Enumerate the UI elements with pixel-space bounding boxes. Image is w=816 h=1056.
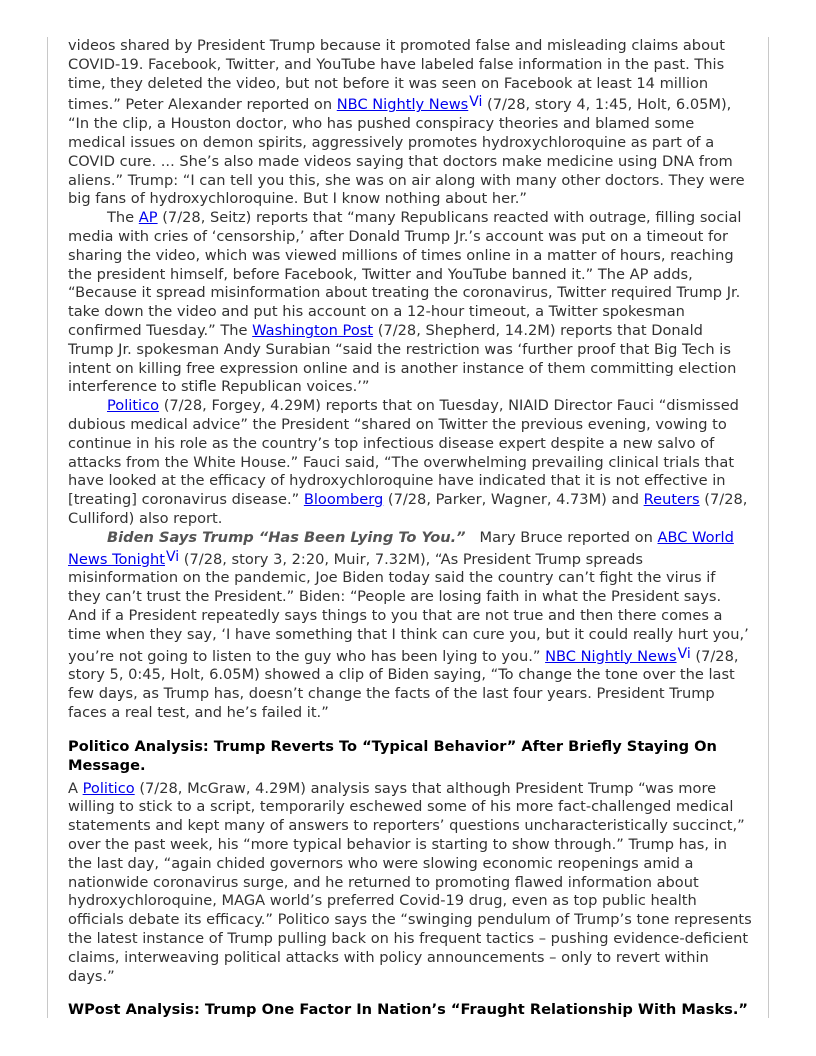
section-heading-wpost-analysis: WPost Analysis: Trump One Factor In Nation’s “Fraught Relationship With Masks.” <box>68 1001 748 1019</box>
paragraph-5 <box>68 780 752 987</box>
paragraph-2 <box>68 209 752 397</box>
text: (7/28, story 4, 1:45, Holt, 6.05M), “In the clip, a Houston doctor, who has pushed conspiracy theories and blamed some medical issues on demon spirits, aggressively promotes hydroxychloroquine as part of a COVID cure. ... She’s also made videos saying that doctors make medicine using DNA from aliens.” Trump: “I can tell you this, she was on air along with many other doctors. They were big fans of hydroxychloroquine. But I know nothing about her.” <box>68 96 745 208</box>
link-reuters[interactable]: Reuters <box>643 491 700 509</box>
right-margin-rule <box>768 37 769 1018</box>
paragraph-1 <box>68 37 752 209</box>
text: (7/28, story 5, 0:45, Holt, 6.05M) showed a clip of Biden saying, “To change the tone over the last few days, as Trump has, doesn’t change the facts of the last four years. President Trump faces a real test, and he’s failed it.” <box>68 647 739 721</box>
paragraph-4 <box>68 529 752 723</box>
text: The <box>107 209 139 227</box>
story-lead: Biden Says Trump “Has Been Lying To You.” <box>107 528 466 546</box>
left-margin-rule <box>47 37 48 1018</box>
text: (7/28, Seitz) reports that “many Republicans reacted with outrage, filling social media with cries of ‘censorship,’ after Donald Trump Jr.’s account was put on a timeout for sharing the video, which was viewed millions of times online in a matter of hours, reaching the president himself, before Facebook, Twitter and YouTube banned it.” The AP adds, “Because it spread misinformation about treating the coronavirus, Twitter required Trump Jr. take down the video and put his account on a 12-hour timeout, a Twitter spokesman confirmed Tuesday.” The <box>68 209 742 339</box>
text: (7/28, Forgey, 4.29M) reports that on Tuesday, NIAID Director Fauci “dismissed dubious medical advice” the President “shared on Twitter the previous evening, vowing to continue in his role as the country’s top infectious disease expert despite a new salvo of attacks from the White House.” Fauci said, “The overwhelming prevailing clinical trials that have looked at the efficacy of hydroxychloroquine have indicated that it is not effective in [treating] coronavirus disease.” <box>68 397 739 509</box>
video-icon[interactable]: Vi <box>677 645 691 662</box>
link-nbc-nightly-news[interactable]: NBC Nightly News <box>545 647 677 665</box>
link-politico[interactable]: Politico <box>82 779 135 797</box>
video-icon[interactable]: Vi <box>469 94 483 111</box>
link-washington-post[interactable]: Washington Post <box>252 321 374 339</box>
text: (7/28, McGraw, 4.29M) analysis says that although President Trump “was more willing to stick to a script, temporarily eschewed some of his more fact-challenged medical statements and kept many of answers to reporters’ questions uncharacteristically succinct,” over the past week, his “more typical behavior is starting to show through.” Trump has, in the last day, “again chided governors who were slowing economic reopenings amid a nationwide coronavirus surge, and he returned to promoting flawed information about hydroxychloroquine, MAGA world’s preferred Covid-19 drug, even as top public health officials debate its efficacy.” Politico says the “swinging pendulum of Trump’s tone represents the latest instance of Trump pulling back on his frequent tactics – pushing evidence-deficient claims, interweaving political attacks with policy announcements – only to revert within days.” <box>68 779 752 985</box>
text: (7/28, story 3, 2:20, Muir, 7.32M), “As President Trump spreads misinformation on the pandemic, Joe Biden today said the country can’t fight the virus if they can’t trust the President.” Biden: “People are losing faith in what the President says. And if a President repeatedly says things to you that are not true and then there comes a time when they say, ‘I have something that I think can cure you, but it could really hurt you,’ you’re not going to listen to the guy who has been lying to you.” <box>68 550 749 665</box>
text: (7/28, Shepherd, 14.2M) reports that Donald Trump Jr. spokesman Andy Surabian “said the restriction was ‘further proof that Big Tech is intent on killing free expression online and is another instance of them committing election interference to stifle Republican voices.’” <box>68 321 737 396</box>
paragraph-3 <box>68 397 752 529</box>
link-ap[interactable]: AP <box>138 209 158 227</box>
video-icon[interactable]: Vi <box>165 548 180 565</box>
text: (7/28, Parker, Wagner, 4.73M) and <box>383 491 644 509</box>
link-bloomberg[interactable]: Bloomberg <box>303 491 384 509</box>
text: A <box>68 779 83 797</box>
link-nbc-nightly-news[interactable]: NBC Nightly News <box>336 96 469 114</box>
text: Mary Bruce reported on <box>465 528 658 546</box>
link-politico[interactable]: Politico <box>107 397 160 415</box>
text: (7/28, Culliford) also report. <box>68 491 748 527</box>
text: videos shared by President Trump because it promoted false and misleading claims about COVID-19. Facebook, Twitter, and YouTube have labeled false information in the past. This time, they deleted the video, but not before it was seen on Facebook at least 14 million times.” Peter Alexander reported on <box>68 37 725 114</box>
section-heading-politico-analysis: Politico Analysis: Trump Reverts To “Typical Behavior” After Briefly Staying On Message. <box>68 737 717 775</box>
article-body <box>68 37 752 1020</box>
link-abc-world-news-tonight[interactable]: ABC World News Tonight <box>68 528 734 568</box>
